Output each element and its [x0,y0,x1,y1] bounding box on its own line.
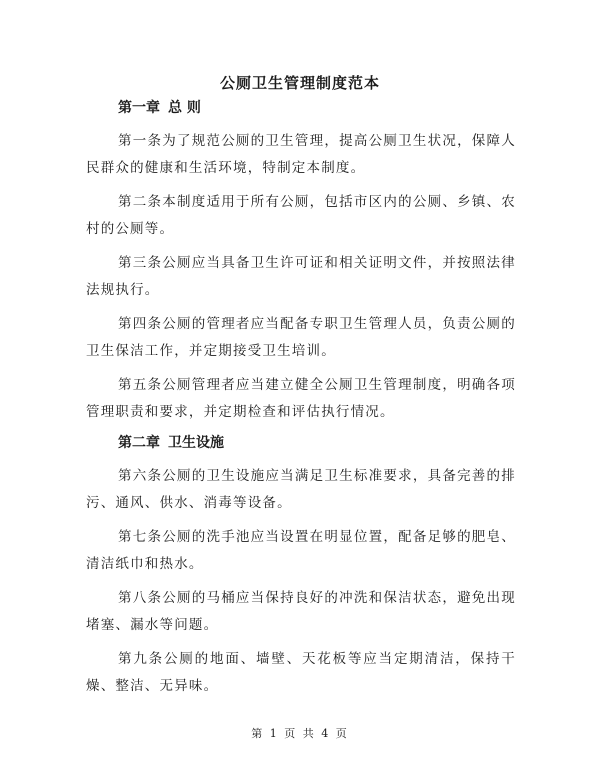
chapter-heading-2 [86,433,516,453]
page-number-footer: 第 1 页 共 4 页 [251,727,349,740]
article-6: 第六条公厕的卫生设施应当满足卫生标准要求，具备完善的排污、通风、供水、消毒等设备。 [86,468,516,511]
document-body [86,98,516,707]
article-3: 第三条公厕应当具备卫生许可证和相关证明文件，并按照法律法规执行。 [86,255,516,298]
article-2: 第二条本制度适用于所有公厕，包括市区内的公厕、乡镇、农村的公厕等。 [86,194,516,237]
article-5: 第五条公厕管理者应当建立健全公厕卫生管理制度，明确各项管理职责和要求，并定期检查和评估执行情况。 [86,377,516,420]
article-1: 第一条为了规范公厕的卫生管理，提高公厕卫生状况，保障人民群众的健康和生活环境，特制定本制度。 [86,133,516,176]
chapter-title: 总 则 [168,100,201,116]
article-7: 第七条公厕的洗手池应当设置在明显位置，配备足够的肥皂、清洁纸巾和热水。 [86,529,516,572]
chapter-number: 第二章 [118,435,160,451]
article-9: 第九条公厕的地面、墙壁、天花板等应当定期清洁，保持干燥、整洁、无异味。 [86,651,516,694]
chapter-title: 卫生设施 [168,435,224,451]
article-8: 第八条公厕的马桶应当保持良好的冲洗和保洁状态，避免出现堵塞、漏水等问题。 [86,590,516,633]
document-title: 公厕卫生管理制度范本 [219,74,380,92]
chapter-number: 第一章 [118,100,160,116]
article-4: 第四条公厕的管理者应当配备专职卫生管理人员，负责公厕的卫生保洁工作，并定期接受卫生培训。 [86,316,516,359]
chapter-heading-1 [86,98,516,118]
